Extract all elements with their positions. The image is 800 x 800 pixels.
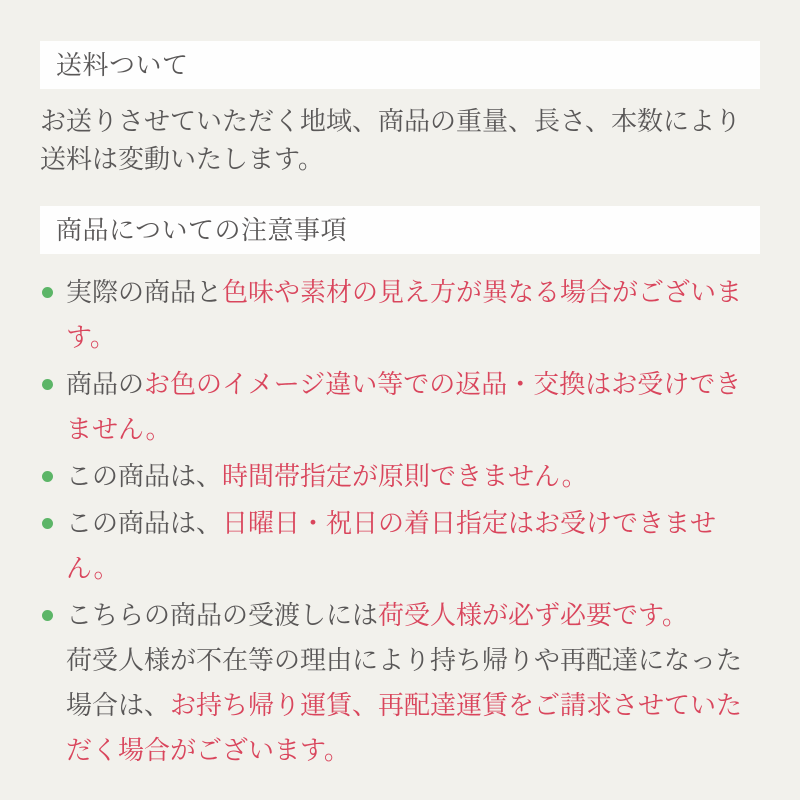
note-text-segment: 商品の bbox=[66, 369, 145, 399]
bullet-icon bbox=[42, 287, 53, 298]
shipping-section-heading: 送料ついて bbox=[40, 41, 760, 89]
bullet-icon bbox=[42, 610, 53, 621]
note-text-segment: 日曜日・祝日の着日指定はお受けできません。 bbox=[66, 508, 717, 583]
note-item bbox=[40, 593, 760, 773]
note-item bbox=[40, 454, 760, 499]
note-text bbox=[66, 461, 588, 491]
bullet-icon bbox=[42, 518, 53, 529]
note-item bbox=[40, 362, 760, 452]
note-text bbox=[66, 508, 716, 583]
note-text-segment: お色のイメージ違い等での返品・交換はお受けできません。 bbox=[66, 369, 742, 444]
note-text bbox=[66, 369, 741, 444]
note-text-segment: お持ち帰り運賃、再配達運賃をご請求させていただく場合がございます。 bbox=[66, 690, 743, 765]
note-text-segment: 実際の商品と bbox=[66, 277, 223, 307]
note-text-segment: こちらの商品の受渡しには bbox=[66, 600, 379, 630]
bullet-icon bbox=[42, 471, 53, 482]
note-text bbox=[66, 600, 742, 765]
notes-section-heading: 商品についての注意事項 bbox=[40, 206, 760, 254]
note-text-segment: 荷受人様が不在等の理由により持ち帰りや再配達になった場合は、 bbox=[66, 645, 743, 720]
note-text-segment: 荷受人様が必ず必要です。 bbox=[378, 600, 688, 630]
note-item bbox=[40, 270, 760, 360]
note-text-segment: 色味や素材の見え方が異なる場合がございます。 bbox=[66, 277, 743, 352]
note-text-segment: 時間帯指定が原則できません。 bbox=[222, 461, 588, 491]
note-item bbox=[40, 501, 760, 591]
note-text bbox=[66, 277, 742, 352]
shipping-section-body: お送りさせていただく地域、商品の重量、長さ、本数により送料は変動いたします。 bbox=[40, 106, 741, 174]
bullet-icon bbox=[42, 379, 53, 390]
note-text-segment: この商品は、 bbox=[66, 461, 223, 491]
notes-list bbox=[40, 270, 760, 773]
note-text-segment: この商品は、 bbox=[66, 508, 223, 538]
